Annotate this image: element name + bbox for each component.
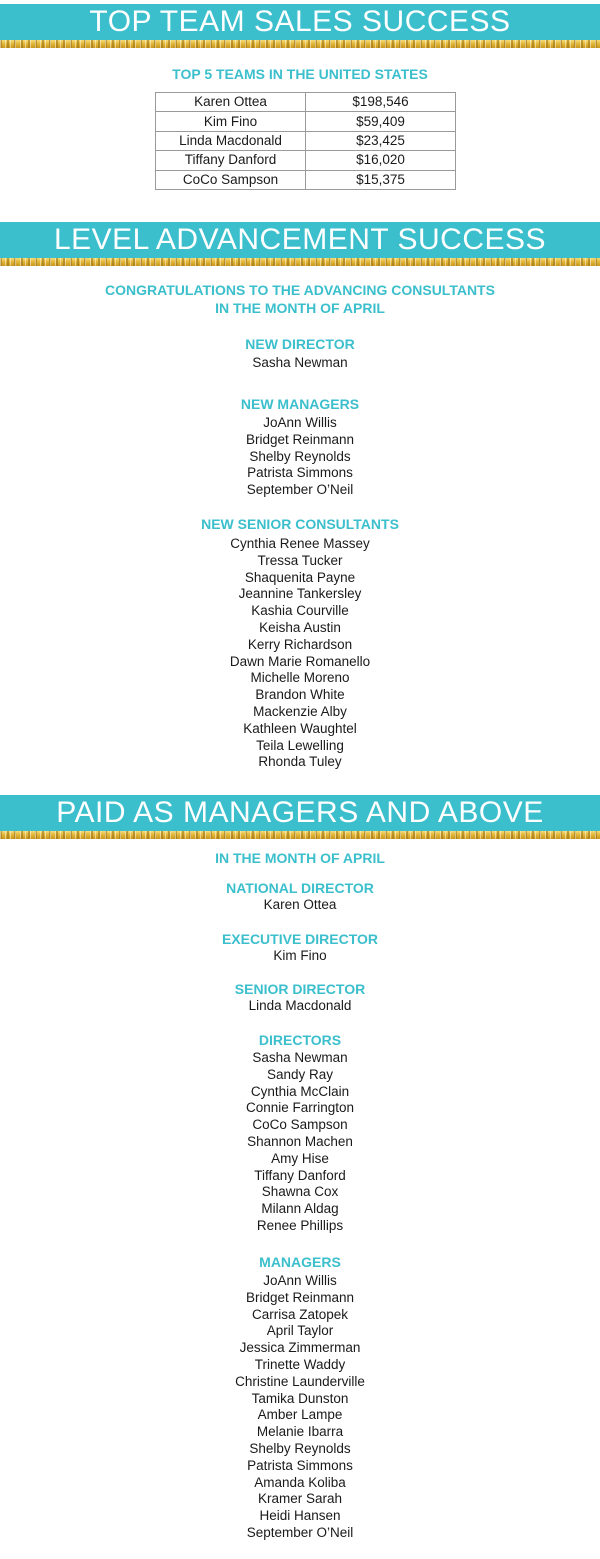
list-item: September O’Neil [246,1524,354,1540]
new-senior-consultants-title: NEW SENIOR CONSULTANTS [201,516,399,532]
list-item: JoAnn Willis [263,415,337,430]
list-item: Patrista Simmons [247,465,353,481]
national-director-title: NATIONAL DIRECTOR [226,880,374,896]
paid-as-managers-banner: PAID AS MANAGERS AND ABOVE [0,795,600,831]
top-team-banner: TOP TEAM SALES SUCCESS [0,4,600,40]
list-item: Amanda Koliba [254,1474,346,1490]
team-name-cell: Linda Macdonald [156,131,306,150]
national-director-list [0,897,600,914]
list-item: Renee Phillips [256,1217,344,1233]
list-item: JoAnn Willis [263,1273,337,1288]
directors-title: DIRECTORS [258,1032,342,1048]
team-name-cell: CoCo Sampson [156,170,306,189]
list-item: September O’Neil [246,482,354,498]
gold-glitter-divider [0,831,600,839]
table-row [156,112,456,131]
managers-title: MANAGERS [259,1254,341,1270]
top-teams-heading: TOP 5 TEAMS IN THE UNITED STATES [172,66,428,82]
list-item: Karen Ottea [263,897,337,912]
list-item: Cynthia Renee Massey [230,536,370,551]
list-item: Bridget Reinmann [245,431,355,447]
team-amount-cell: $59,409 [306,112,456,131]
gold-glitter-divider [0,40,600,48]
list-item: Milann Aldag [261,1201,339,1217]
list-item: Trinette Waddy [254,1356,346,1372]
list-item: Kashia Courville [251,603,349,619]
list-item: CoCo Sampson [252,1117,348,1133]
level-advancement-banner: LEVEL ADVANCEMENT SUCCESS [0,222,600,258]
list-item: Amber Lampe [257,1407,343,1423]
list-item: Shaquenita Payne [244,569,356,585]
list-item: Keisha Austin [259,619,341,635]
list-item: Cynthia McClain [250,1083,350,1099]
executive-director-title: EXECUTIVE DIRECTOR [221,931,379,947]
list-item: Jeannine Tankersley [238,586,362,602]
list-item: Kim Fino [273,948,327,963]
team-amount-cell: $16,020 [306,151,456,170]
table-row [156,151,456,170]
new-director-title: NEW DIRECTOR [245,336,355,352]
table-row [156,170,456,189]
table-row [156,93,456,112]
list-item: Tiffany Danford [254,1167,346,1183]
list-item: April Taylor [266,1323,334,1339]
new-managers-title: NEW MANAGERS [240,396,360,412]
team-amount-cell: $23,425 [306,131,456,150]
senior-director-title: SENIOR DIRECTOR [234,981,366,997]
gold-glitter-divider [0,258,600,266]
list-item: Tamika Dunston [251,1390,349,1406]
new-senior-consultants-list [0,536,600,771]
senior-director-list [0,998,600,1015]
list-item: Tressa Tucker [257,552,343,568]
list-item: Michelle Moreno [250,670,350,686]
list-item: Patrista Simmons [247,1457,353,1473]
paid-as-intro: IN THE MONTH OF APRIL [215,850,385,866]
managers-list [0,1273,600,1542]
list-item: Carrisa Zatopek [251,1306,349,1322]
team-name-cell: Kim Fino [156,112,306,131]
list-item: Sasha Newman [252,355,348,370]
list-item: Jessica Zimmerman [239,1340,361,1356]
list-item: Kerry Richardson [247,636,353,652]
team-name-cell: Tiffany Danford [156,151,306,170]
list-item: Christine Launderville [235,1373,365,1389]
top-teams-table [155,92,456,190]
list-item: Rhonda Tuley [258,754,342,770]
team-amount-cell: $15,375 [306,170,456,189]
team-amount-cell: $198,546 [306,93,456,112]
list-item: Shelby Reynolds [249,448,351,464]
list-item: Dawn Marie Romanello [229,653,371,669]
list-item: Melanie Ibarra [256,1424,344,1440]
new-managers-list [0,415,600,499]
list-item: Shawna Cox [261,1184,339,1200]
list-item: Shelby Reynolds [249,1440,351,1456]
directors-list [0,1050,600,1235]
list-item: Amy Hise [271,1150,329,1166]
list-item: Brandon White [255,687,345,703]
list-item: Shannon Machen [247,1133,353,1149]
list-item: Sandy Ray [266,1066,334,1082]
list-item: Linda Macdonald [248,998,352,1013]
list-item: Kathleen Waughtel [243,720,357,736]
congratulations-line-2: IN THE MONTH OF APRIL [215,300,385,316]
list-item: Connie Farrington [245,1100,355,1116]
congratulations-line-1: CONGRATULATIONS TO THE ADVANCING CONSULTANTS [105,282,495,298]
list-item: Bridget Reinmann [245,1289,355,1305]
list-item: Sasha Newman [252,1050,348,1065]
table-row [156,131,456,150]
list-item: Kramer Sarah [257,1491,343,1507]
list-item: Mackenzie Alby [253,703,347,719]
executive-director-list [0,948,600,965]
list-item: Heidi Hansen [259,1508,341,1524]
new-director-list [0,355,600,372]
list-item: Teila Lewelling [256,737,344,753]
team-name-cell: Karen Ottea [156,93,306,112]
